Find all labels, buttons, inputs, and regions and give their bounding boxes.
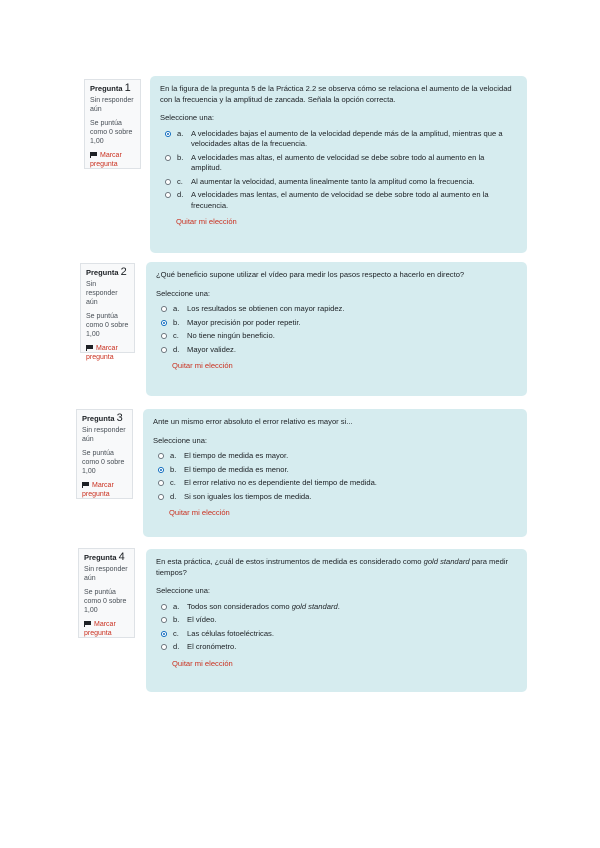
flag-question-1[interactable]: Marcar pregunta [90, 152, 122, 168]
question-grade-3: Se puntúa como 0 sobre 1,00 [82, 450, 125, 475]
clear-choice-link-3[interactable]: Quitar mi elección [169, 508, 230, 517]
question-grade-1: Se puntúa como 0 sobre 1,00 [90, 120, 133, 145]
answer-option-1c[interactable]: c. Al aumentar la velocidad, aumenta linealmente tanto la amplitud como la frecuencia. [160, 177, 517, 188]
question-text-1: En la figura de la pregunta 5 de la Práctica 2.2 se observa cómo se relaciona el aumento de la velocidad con la frecuencia y la amplitud de zancada. Señala la opción correcta. [160, 84, 512, 104]
question-number-1: Pregunta 1 [90, 82, 131, 94]
flag-question-3[interactable]: Marcar pregunta [82, 482, 114, 498]
question-content-2 [146, 262, 527, 396]
question-grade-4: Se puntúa como 0 sobre 1,00 [84, 589, 127, 614]
radio-button[interactable] [161, 347, 167, 353]
question-info-2 [80, 263, 135, 361]
answer-option-2d[interactable]: d. Mayor validez. [156, 345, 517, 356]
question-content-1 [150, 76, 527, 253]
answer-option-3a[interactable]: a. El tiempo de medida es mayor. [153, 451, 517, 462]
clear-choice-link-2[interactable]: Quitar mi elección [172, 361, 233, 370]
radio-button[interactable] [158, 480, 164, 486]
radio-button[interactable] [158, 453, 164, 459]
answer-option-3b[interactable]: b. El tiempo de medida es menor. [153, 465, 517, 476]
radio-button[interactable] [161, 306, 167, 312]
question-state-4: Sin responder aún [84, 566, 128, 582]
flag-icon [86, 345, 94, 351]
select-one-prompt: Seleccione una: [153, 435, 208, 445]
question-text-2: ¿Qué beneficio supone utilizar el vídeo para medir los pasos respecto a hacerlo en directo? [156, 270, 465, 279]
radio-button[interactable] [165, 192, 171, 198]
flag-question-4[interactable]: Marcar pregunta [84, 621, 116, 637]
question-info-3 [76, 409, 133, 499]
question-number-4: Pregunta 4 [84, 551, 125, 563]
answer-option-4a[interactable]: a. Todos son considerados como gold standard. [156, 602, 517, 613]
answer-option-4c[interactable]: c. Las células fotoeléctricas. [156, 629, 517, 640]
question-content-3 [143, 409, 527, 537]
question-number-2: Pregunta 2 [86, 266, 127, 278]
radio-button[interactable] [161, 644, 167, 650]
answer-option-2a[interactable]: a. Los resultados se obtienen con mayor rapidez. [156, 304, 517, 315]
radio-button[interactable] [165, 179, 171, 185]
answer-option-1b[interactable]: b. A velocidades mas altas, el aumento de velocidad se debe sobre todo al aumento en la amplitud. [160, 153, 517, 174]
radio-button[interactable] [165, 155, 171, 161]
radio-button[interactable] [161, 333, 167, 339]
select-one-prompt: Seleccione una: [160, 113, 215, 122]
answer-option-4b[interactable]: b. El vídeo. [156, 615, 517, 626]
answer-option-1a[interactable]: a. A velocidades bajas el aumento de la velocidad depende más de la amplitud, mientras que a velocidades altas de la frecuencia. [160, 129, 517, 150]
radio-button[interactable] [161, 320, 167, 326]
flag-question-2[interactable]: Marcar pregunta [86, 345, 118, 361]
answer-option-3d[interactable]: d. Si son iguales los tiempos de medida. [153, 492, 517, 503]
question-info-1 [84, 79, 141, 169]
radio-button[interactable] [158, 494, 164, 500]
radio-button[interactable] [161, 631, 167, 637]
question-info-4 [78, 548, 135, 638]
radio-button[interactable] [158, 467, 164, 473]
question-text-3: Ante un mismo error absoluto el error relativo es mayor si... [153, 417, 353, 426]
flag-icon [90, 152, 98, 158]
flag-icon [84, 621, 92, 627]
radio-button[interactable] [161, 617, 167, 623]
select-one-prompt: Seleccione una: [156, 586, 211, 595]
question-grade-2: Se puntúa como 0 sobre 1,00 [86, 313, 129, 338]
question-state-1: Sin responder aún [90, 97, 134, 113]
answer-option-4d[interactable]: d. El cronómetro. [156, 642, 517, 653]
clear-choice-link-1[interactable]: Quitar mi elección [176, 217, 237, 226]
question-text-4: En esta práctica, ¿cuál de estos instrumentos de medida es considerado como gold standard para medir tiempos? [156, 557, 509, 577]
answer-option-1d[interactable]: d. A velocidades mas lentas, el aumento de velocidad se debe sobre todo al aumento en la frecuencia. [160, 190, 517, 211]
select-one-prompt: Seleccione una: [156, 288, 211, 298]
question-state-2: Sin responder aún [86, 281, 118, 306]
answer-option-3c[interactable]: c. El error relativo no es dependiente del tiempo de medida. [153, 478, 517, 489]
flag-icon [82, 482, 90, 488]
radio-button[interactable] [161, 604, 167, 610]
clear-choice-link-4[interactable]: Quitar mi elección [172, 658, 233, 668]
question-state-3: Sin responder aún [82, 427, 126, 443]
answer-option-2c[interactable]: c. No tiene ningún beneficio. [156, 331, 517, 342]
answer-option-2b[interactable]: b. Mayor precisión por poder repetir. [156, 318, 517, 329]
radio-button[interactable] [165, 131, 171, 137]
question-number-3: Pregunta 3 [82, 412, 123, 424]
question-content-4 [146, 549, 527, 692]
